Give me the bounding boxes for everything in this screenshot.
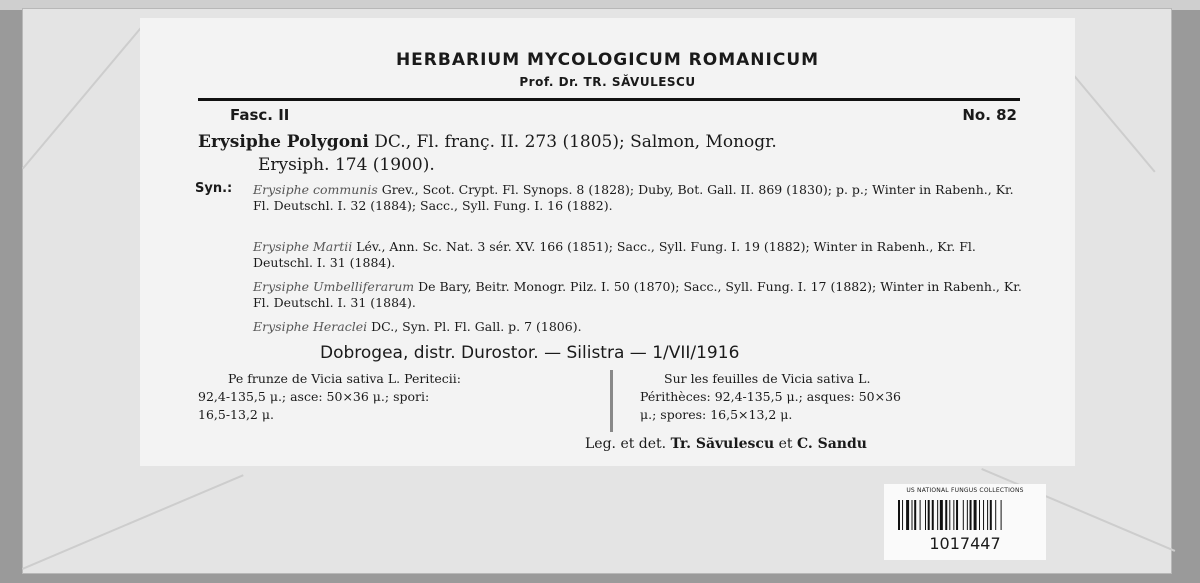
fascicle-number: Fasc. II (230, 106, 290, 124)
barcode-bar (925, 500, 926, 530)
barcode-bar (914, 500, 916, 530)
synonym-name: Erysiphe Martii (253, 239, 353, 254)
barcode-bar (1001, 500, 1002, 530)
barcode-label (884, 484, 1046, 560)
description-line: μ.; spores: 16,5×13,2 μ. (640, 407, 793, 422)
barcode-bar (990, 500, 992, 530)
barcode-bar (906, 500, 909, 530)
description-line: 16,5-13,2 μ. (198, 407, 274, 422)
species-name: Erysiphe Polygoni (198, 132, 369, 152)
synonyms-label: Syn.: (195, 181, 233, 196)
collector-joiner: et (774, 436, 797, 452)
barcode-bar (987, 500, 988, 530)
specimen-number: No. 82 (962, 106, 1017, 124)
synonym-citation: Grev., Scot. Crypt. Fl. Synops. 8 (1828); Duby, Bot. Gall. II. 869 (1830); p. p.; Winter in Rabenh., Kr. Fl. Deutschl. I. 32 (1884); Sacc., Syll. Fung. I. 16 (1882). (253, 182, 1014, 213)
barcode-bar (953, 500, 954, 530)
synonym-citation: DC., Syn. Pl. Fl. Gall. p. 7 (1806). (367, 319, 582, 334)
barcode-bar (920, 500, 921, 530)
label-title: HERBARIUM MYCOLOGICUM ROMANICUM (395, 50, 820, 70)
description-line: Pe frunze de Vicia sativa L. Peritecii: (228, 371, 461, 386)
barcode-institution: US NATIONAL FUNGUS COLLECTIONS (906, 487, 1024, 494)
barcode-bar (974, 500, 977, 530)
barcode-bar (963, 500, 964, 530)
description-line: 92,4-135,5 μ.; asce: 50×36 μ.; spori: (198, 389, 430, 404)
column-divider (610, 370, 613, 432)
synonym-entry (253, 279, 1028, 311)
collector-name: C. Sandu (796, 436, 867, 452)
species-citation: DC., Fl. franç. II. 273 (1805); Salmon, Monogr. (368, 132, 777, 152)
synonym-name: Erysiphe communis (253, 182, 378, 197)
description-line: Périthèces: 92,4-135,5 μ.; asques: 50×36 (640, 389, 901, 404)
barcode-bar (902, 500, 903, 530)
synonym-citation: De Bary, Beitr. Monogr. Pilz. I. 50 (1870); Sacc., Syll. Fung. I. 17 (1882); Winter in Rabenh., Kr. Fl. Deutschl. I. 31 (1884). (253, 279, 1022, 310)
synonym-entry (253, 239, 1028, 271)
label-subtitle: Prof. Dr. TR. SĂVULESCU (519, 75, 696, 89)
collection-locality: Dobrogea, distr. Durostor. — Silistra — 1/VII/1916 (320, 343, 740, 363)
collector-name: Tr. Săvulescu (670, 436, 775, 452)
collector-prefix: Leg. et det. (585, 436, 671, 452)
barcode-bar (898, 500, 900, 530)
barcode-bar (928, 500, 930, 530)
collector-line (585, 436, 867, 452)
barcode-bar (956, 500, 958, 530)
barcode-bar (912, 500, 913, 530)
barcode-icon (898, 500, 1032, 530)
barcode-bar (970, 500, 972, 530)
synonym-name: Erysiphe Umbelliferarum (253, 279, 415, 294)
barcode-bar (940, 500, 943, 530)
barcode-bar (949, 500, 950, 530)
description-romanian (198, 370, 598, 424)
species-heading (198, 131, 1028, 153)
herbarium-label (140, 18, 1075, 466)
synonym-entry (253, 319, 1028, 335)
header-rule (198, 98, 1020, 101)
envelope-fold (22, 22, 146, 169)
barcode-bar (967, 500, 968, 530)
barcode-bar (937, 500, 938, 530)
barcode-bar (945, 500, 947, 530)
barcode-bar (932, 500, 934, 530)
synonym-entry (253, 182, 1028, 214)
description-line: Sur les feuilles de Vicia sativa L. (664, 371, 871, 386)
barcode-bar (979, 500, 980, 530)
species-citation-continued: Erysiph. 174 (1900). (258, 155, 435, 175)
barcode-number: 1017447 (929, 534, 1001, 553)
synonym-name: Erysiphe Heraclei (253, 319, 368, 334)
description-french (640, 370, 1040, 424)
barcode-bar (983, 500, 984, 530)
barcode-bar (995, 500, 996, 530)
synonym-citation: Lév., Ann. Sc. Nat. 3 sér. XV. 166 (1851); Sacc., Syll. Fung. I. 19 (1882); Winter in Rabenh., Kr. Fl. Deutschl. I. 31 (1884). (253, 239, 976, 270)
envelope-fold (22, 474, 244, 570)
